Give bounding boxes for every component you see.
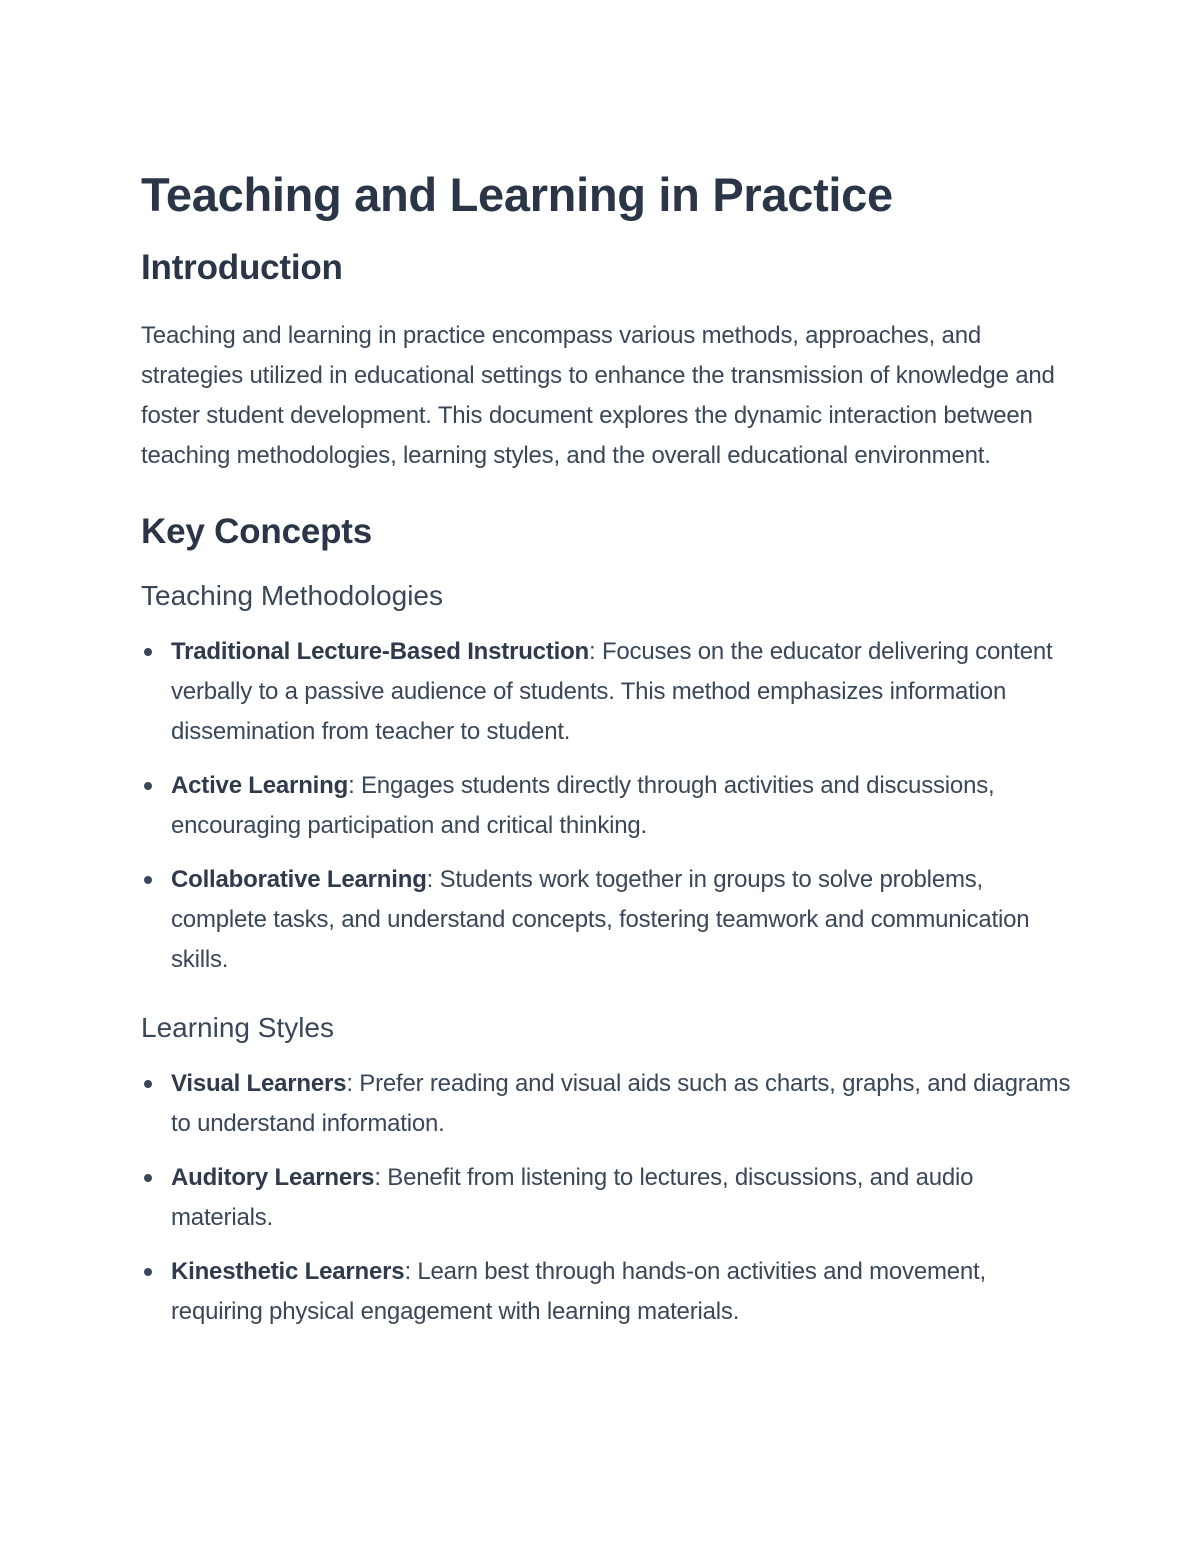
list-item-term: Active Learning xyxy=(171,772,349,799)
list-item-text: : Learn best through hands-on activities and movement, requiring physical engagement with learning materials. xyxy=(171,1258,986,1325)
list-item-term: Collaborative Learning xyxy=(171,866,427,893)
document-title: Teaching and Learning in Practice xyxy=(141,168,893,221)
list-item xyxy=(141,1252,1071,1332)
learning-styles-list xyxy=(141,1064,1071,1332)
list-item xyxy=(141,1064,1071,1144)
teaching-methodologies-list xyxy=(141,632,1071,980)
list-item xyxy=(141,766,1071,846)
list-item xyxy=(141,632,1071,752)
bullet-icon xyxy=(144,1268,152,1276)
bullet-icon xyxy=(144,876,152,884)
bullet-icon xyxy=(144,1080,152,1088)
introduction-heading: Introduction xyxy=(141,248,343,287)
list-item xyxy=(141,1158,1071,1238)
list-item-text: : Engages students directly through activities and discussions, encouraging participation and critical thinking. xyxy=(171,772,995,839)
bullet-icon xyxy=(144,1174,152,1182)
teaching-methodologies-heading: Teaching Methodologies xyxy=(141,580,443,611)
list-item-text: : Benefit from listening to lectures, discussions, and audio materials. xyxy=(171,1164,974,1231)
list-item-term: Auditory Learners xyxy=(171,1164,375,1191)
list-item-text: : Prefer reading and visual aids such as charts, graphs, and diagrams to understand information. xyxy=(171,1070,1071,1137)
list-item-term: Visual Learners xyxy=(171,1070,347,1097)
list-item-text: : Students work together in groups to solve problems, complete tasks, and understand concepts, fostering teamwork and communication skills. xyxy=(171,866,1030,973)
introduction-paragraph: Teaching and learning in practice encompass various methods, approaches, and strategies utilized in educational settings to enhance the transmission of knowledge and foster student development. This document explores the dynamic interaction between teaching methodologies, learning styles, and the overall educational environment. xyxy=(141,322,1055,469)
key-concepts-heading: Key Concepts xyxy=(141,512,372,551)
bullet-icon xyxy=(144,648,152,656)
list-item xyxy=(141,860,1071,980)
list-item-term: Kinesthetic Learners xyxy=(171,1258,405,1285)
bullet-icon xyxy=(144,782,152,790)
learning-styles-heading: Learning Styles xyxy=(141,1012,335,1043)
document-page xyxy=(141,160,1071,1346)
list-item-text: : Focuses on the educator delivering content verbally to a passive audience of students. This method emphasizes information dissemination from teacher to student. xyxy=(171,638,1053,745)
list-item-term: Traditional Lecture-Based Instruction xyxy=(171,638,590,665)
